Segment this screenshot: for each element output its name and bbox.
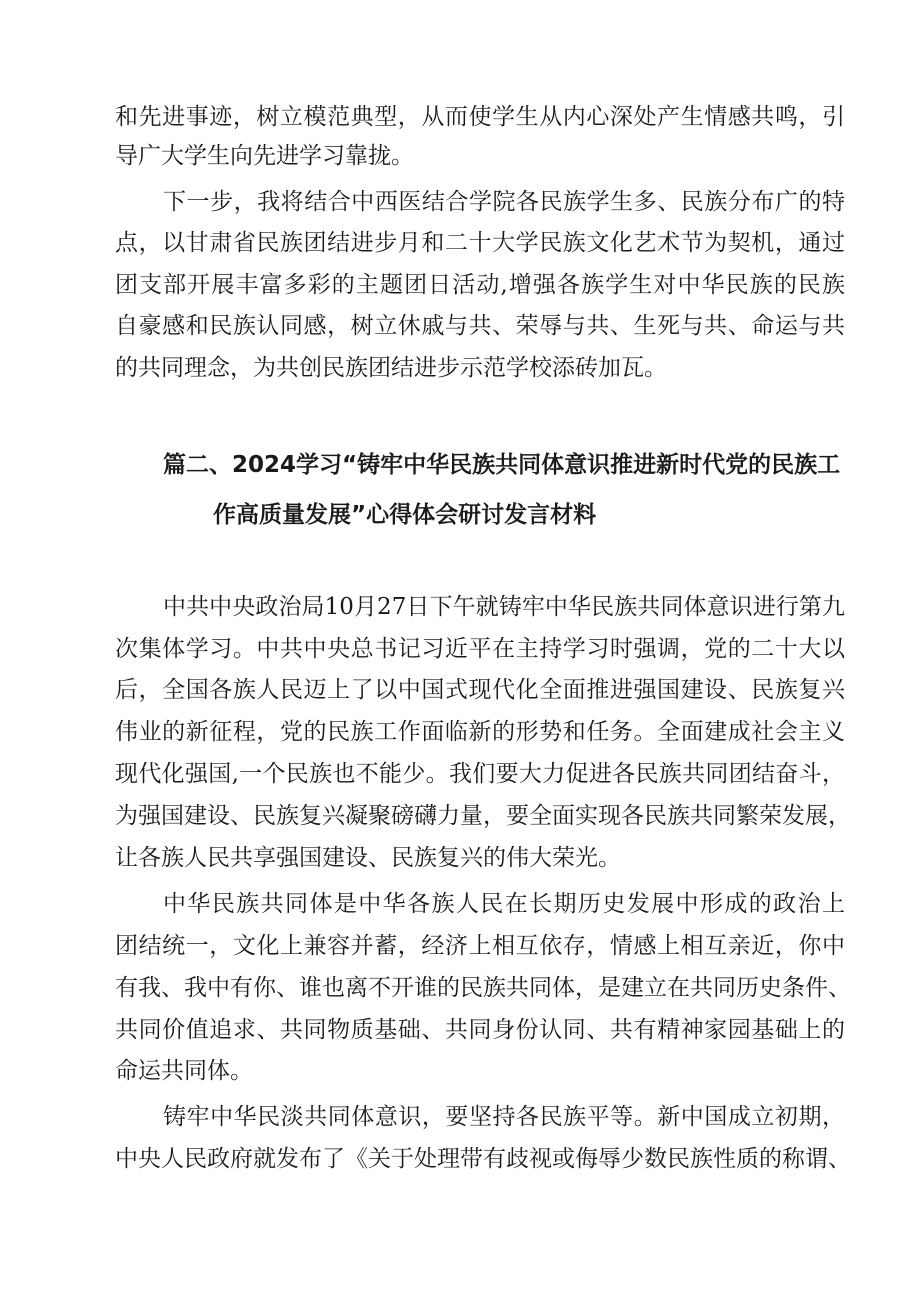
paragraph-line: 自豪感和民族认同感，树立休戚与共、荣辱与共、生死与共、命运与共: [115, 313, 845, 339]
paragraph-line: 导广大学生向先进学习靠拢。: [115, 143, 414, 169]
paragraph-line: 团支部开展丰富多彩的主题团日活动,增强各族学生对中华民族的民族: [115, 272, 845, 298]
paragraph-line: 中央人民政府就发布了《关于处理带有歧视或侮辱少数民族性质的称谓、: [115, 1146, 851, 1172]
paragraph-line: 共同价值追求、共同物质基础、共同身份认同、共有精神家园基础上的: [115, 1017, 845, 1043]
paragraph-line: 铸牢中华民淡共同体意识，要坚持各民族平等。新中国成立初期，: [163, 1104, 845, 1130]
paragraph-line: 现代化强国,一个民族也不能少。我们要大力促进各民族共同团结奋斗，: [115, 761, 845, 787]
paragraph-line: 为强国建设、民族复兴凝聚磅礴力量，要全面实现各民族共同繁荣发展，: [115, 803, 851, 829]
paragraph-line: 后，全国各族人民迈上了以中国式现代化全面推进强国建设、民族复兴: [115, 677, 845, 703]
paragraph-line: 点，以甘肃省民族团结进步月和二十大学民族文化艺术节为契机，通过: [115, 230, 845, 256]
paragraph-line: 让各族人民共享强国建设、民族复兴的伟大荣光。: [115, 845, 621, 871]
paragraph-line: 命运共同体。: [115, 1058, 253, 1084]
paragraph-line: 下一步，我将结合中西医结合学院各民族学生多、民族分布广的特: [163, 189, 845, 215]
paragraph-line: 和先进事迹，树立模范典型，从而使学生从内心深处产生情感共鸣，引: [115, 104, 845, 130]
paragraph-line: 中华民族共同体是中华各族人民在长期历史发展中形成的政治上: [163, 891, 845, 917]
paragraph-line: 伟业的新征程，党的民族工作面临新的形势和任务。全面建成社会主义: [115, 719, 845, 745]
paragraph-line: 次集体学习。中共中央总书记习近平在主持学习时强调，党的二十大以: [115, 636, 845, 662]
paragraph-line: 的共同理念，为共创民族团结进步示范学校添砖加瓦。: [115, 355, 667, 381]
paragraph-line: 中共中央政治局10月27日下午就铸牢中华民族共同体意识进行第九: [163, 594, 845, 620]
section-title-line-2: 作高质量发展”心得体会研讨发言材料: [213, 502, 597, 528]
paragraph-line: 有我、我中有你、谁也离不开谁的民族共同体，是建立在共同历史条件、: [115, 975, 851, 1001]
paragraph-line: 团结统一，文化上兼容并蓄，经济上相互依存，情感上相互亲近，你中: [115, 933, 845, 959]
section-title-line-1: 篇二、2024学习“铸牢中华民族共同体意识推进新时代党的民族工: [163, 452, 841, 478]
